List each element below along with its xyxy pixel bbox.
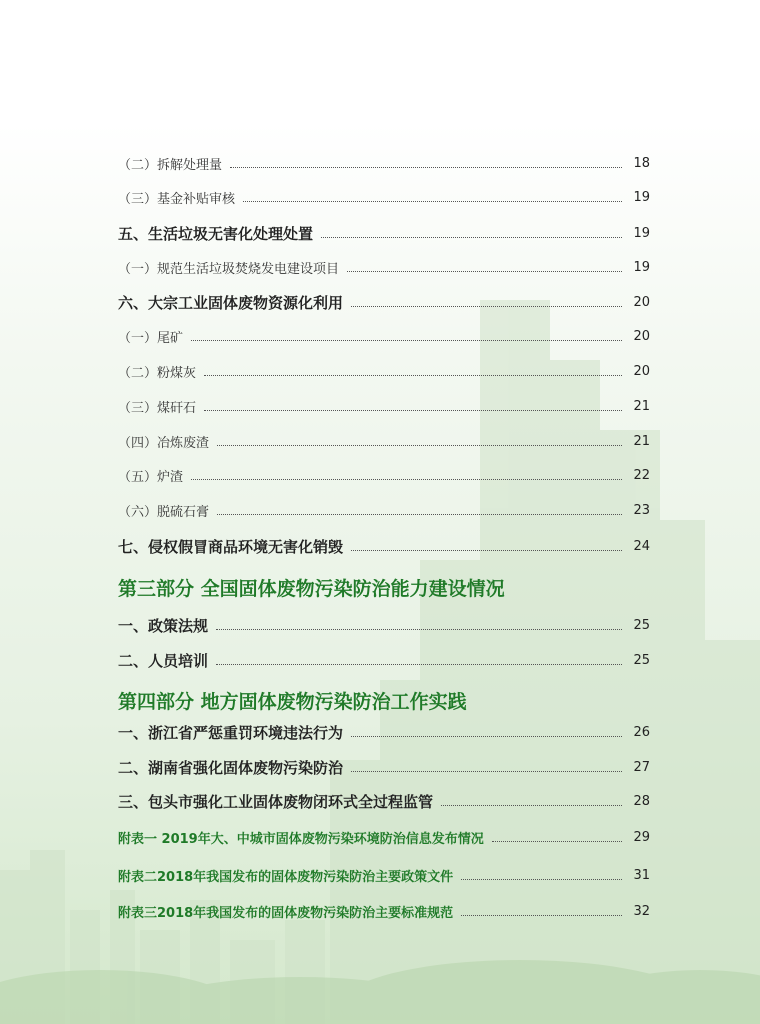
- toc-page-number: 24: [633, 539, 650, 554]
- toc-entry-title: 附表二2018年我国发布的固体废物污染防治主要政策文件: [118, 870, 454, 885]
- toc-page-number: 28: [633, 794, 650, 809]
- toc-entry-title: 六、大宗工业固体废物资源化利用: [118, 294, 344, 312]
- toc-page-number: 32: [633, 904, 650, 919]
- dot-leader: [461, 879, 622, 880]
- toc-page-number: 25: [633, 618, 650, 633]
- toc-entry-title: （一）尾矿: [118, 331, 184, 346]
- toc-page-number: 26: [633, 725, 650, 740]
- toc-entry[interactable]: [118, 432, 650, 451]
- toc-part-heading: [118, 687, 650, 714]
- toc-entry[interactable]: [118, 154, 650, 173]
- toc-entry[interactable]: [118, 828, 650, 847]
- toc-entry[interactable]: [118, 791, 650, 812]
- toc-entry-title: 二、湖南省强化固体废物污染防治: [118, 759, 344, 777]
- toc-entry[interactable]: [118, 536, 650, 557]
- toc-entry[interactable]: [118, 362, 650, 381]
- dot-leader: [351, 771, 622, 772]
- toc-entry-title: 五、生活垃圾无害化处理处置: [118, 225, 314, 243]
- dot-leader: [204, 375, 622, 376]
- dot-leader: [191, 479, 622, 480]
- toc-entry-title: 附表三2018年我国发布的固体废物污染防治主要标准规范: [118, 906, 454, 921]
- toc-entry-title: （二）粉煤灰: [118, 366, 197, 381]
- toc-entry-title: （三）煤矸石: [118, 401, 197, 416]
- dot-leader: [191, 340, 622, 341]
- toc-entry-title: 一、政策法规: [118, 617, 209, 635]
- toc-entry-title: 七、侵权假冒商品环境无害化销毁: [118, 538, 344, 556]
- dot-leader: [351, 736, 622, 737]
- toc-page-number: 23: [633, 503, 650, 518]
- toc-page-number: 19: [633, 260, 650, 275]
- toc-entry[interactable]: [118, 757, 650, 778]
- toc-page-number: 21: [633, 434, 650, 449]
- toc-entry-title: 附表一 2019年大、中城市固体废物污染环境防治信息发布情况: [118, 832, 484, 847]
- dot-leader: [461, 915, 622, 916]
- toc-page-number: 19: [633, 226, 650, 241]
- toc-page-number: 20: [633, 364, 650, 379]
- toc-entry-title: 二、人员培训: [118, 652, 209, 670]
- toc-entry[interactable]: [118, 327, 650, 346]
- dot-leader: [351, 550, 622, 551]
- toc-page-number: 19: [633, 190, 650, 205]
- toc-entry[interactable]: [118, 188, 650, 207]
- toc-entry-title: （二）拆解处理量: [118, 158, 223, 173]
- toc-entry-title: （一）规范生活垃圾焚烧发电建设项目: [118, 262, 340, 277]
- dot-leader: [243, 201, 622, 202]
- toc-entry-title: 第三部分 全国固体废物污染防治能力建设情况: [118, 578, 505, 600]
- dot-leader: [492, 841, 622, 842]
- dot-leader: [204, 410, 622, 411]
- toc-entry[interactable]: [118, 258, 650, 277]
- dot-leader: [230, 167, 622, 168]
- toc-entry[interactable]: [118, 466, 650, 485]
- dot-leader: [217, 445, 622, 446]
- toc-entry[interactable]: [118, 615, 650, 636]
- dot-leader: [351, 306, 622, 307]
- toc-entry[interactable]: [118, 722, 650, 743]
- dot-leader: [441, 805, 622, 806]
- toc-entry[interactable]: [118, 650, 650, 671]
- toc-entry[interactable]: [118, 902, 650, 921]
- dot-leader: [217, 514, 622, 515]
- toc-entry[interactable]: [118, 397, 650, 416]
- dot-leader: [321, 237, 622, 238]
- toc-page-number: 18: [633, 156, 650, 171]
- toc-entry-title: （三）基金补贴审核: [118, 192, 236, 207]
- toc-entry-title: （五）炉渣: [118, 470, 184, 485]
- toc-page-number: 20: [633, 329, 650, 344]
- toc-page-number: 27: [633, 760, 650, 775]
- toc-entry[interactable]: [118, 501, 650, 520]
- toc-entry-title: 一、浙江省严惩重罚环境违法行为: [118, 724, 344, 742]
- dot-leader: [347, 271, 622, 272]
- toc-entry-title: 第四部分 地方固体废物污染防治工作实践: [118, 691, 467, 713]
- toc-entry-title: （六）脱硫石膏: [118, 505, 210, 520]
- toc-entry[interactable]: [118, 866, 650, 885]
- toc-entry-title: 三、包头市强化工业固体废物闭环式全过程监管: [118, 793, 434, 811]
- dot-leader: [216, 664, 622, 665]
- dot-leader: [216, 629, 622, 630]
- toc-page-number: 21: [633, 399, 650, 414]
- toc-page-number: 25: [633, 653, 650, 668]
- toc-page-number: 29: [633, 830, 650, 845]
- toc-part-heading: [118, 574, 650, 601]
- toc-page-number: 20: [633, 295, 650, 310]
- toc-entry-title: （四）冶炼废渣: [118, 436, 210, 451]
- toc-page-number: 22: [633, 468, 650, 483]
- toc-page-number: 31: [633, 868, 650, 883]
- toc-entry[interactable]: [118, 292, 650, 313]
- toc-entry[interactable]: [118, 223, 650, 244]
